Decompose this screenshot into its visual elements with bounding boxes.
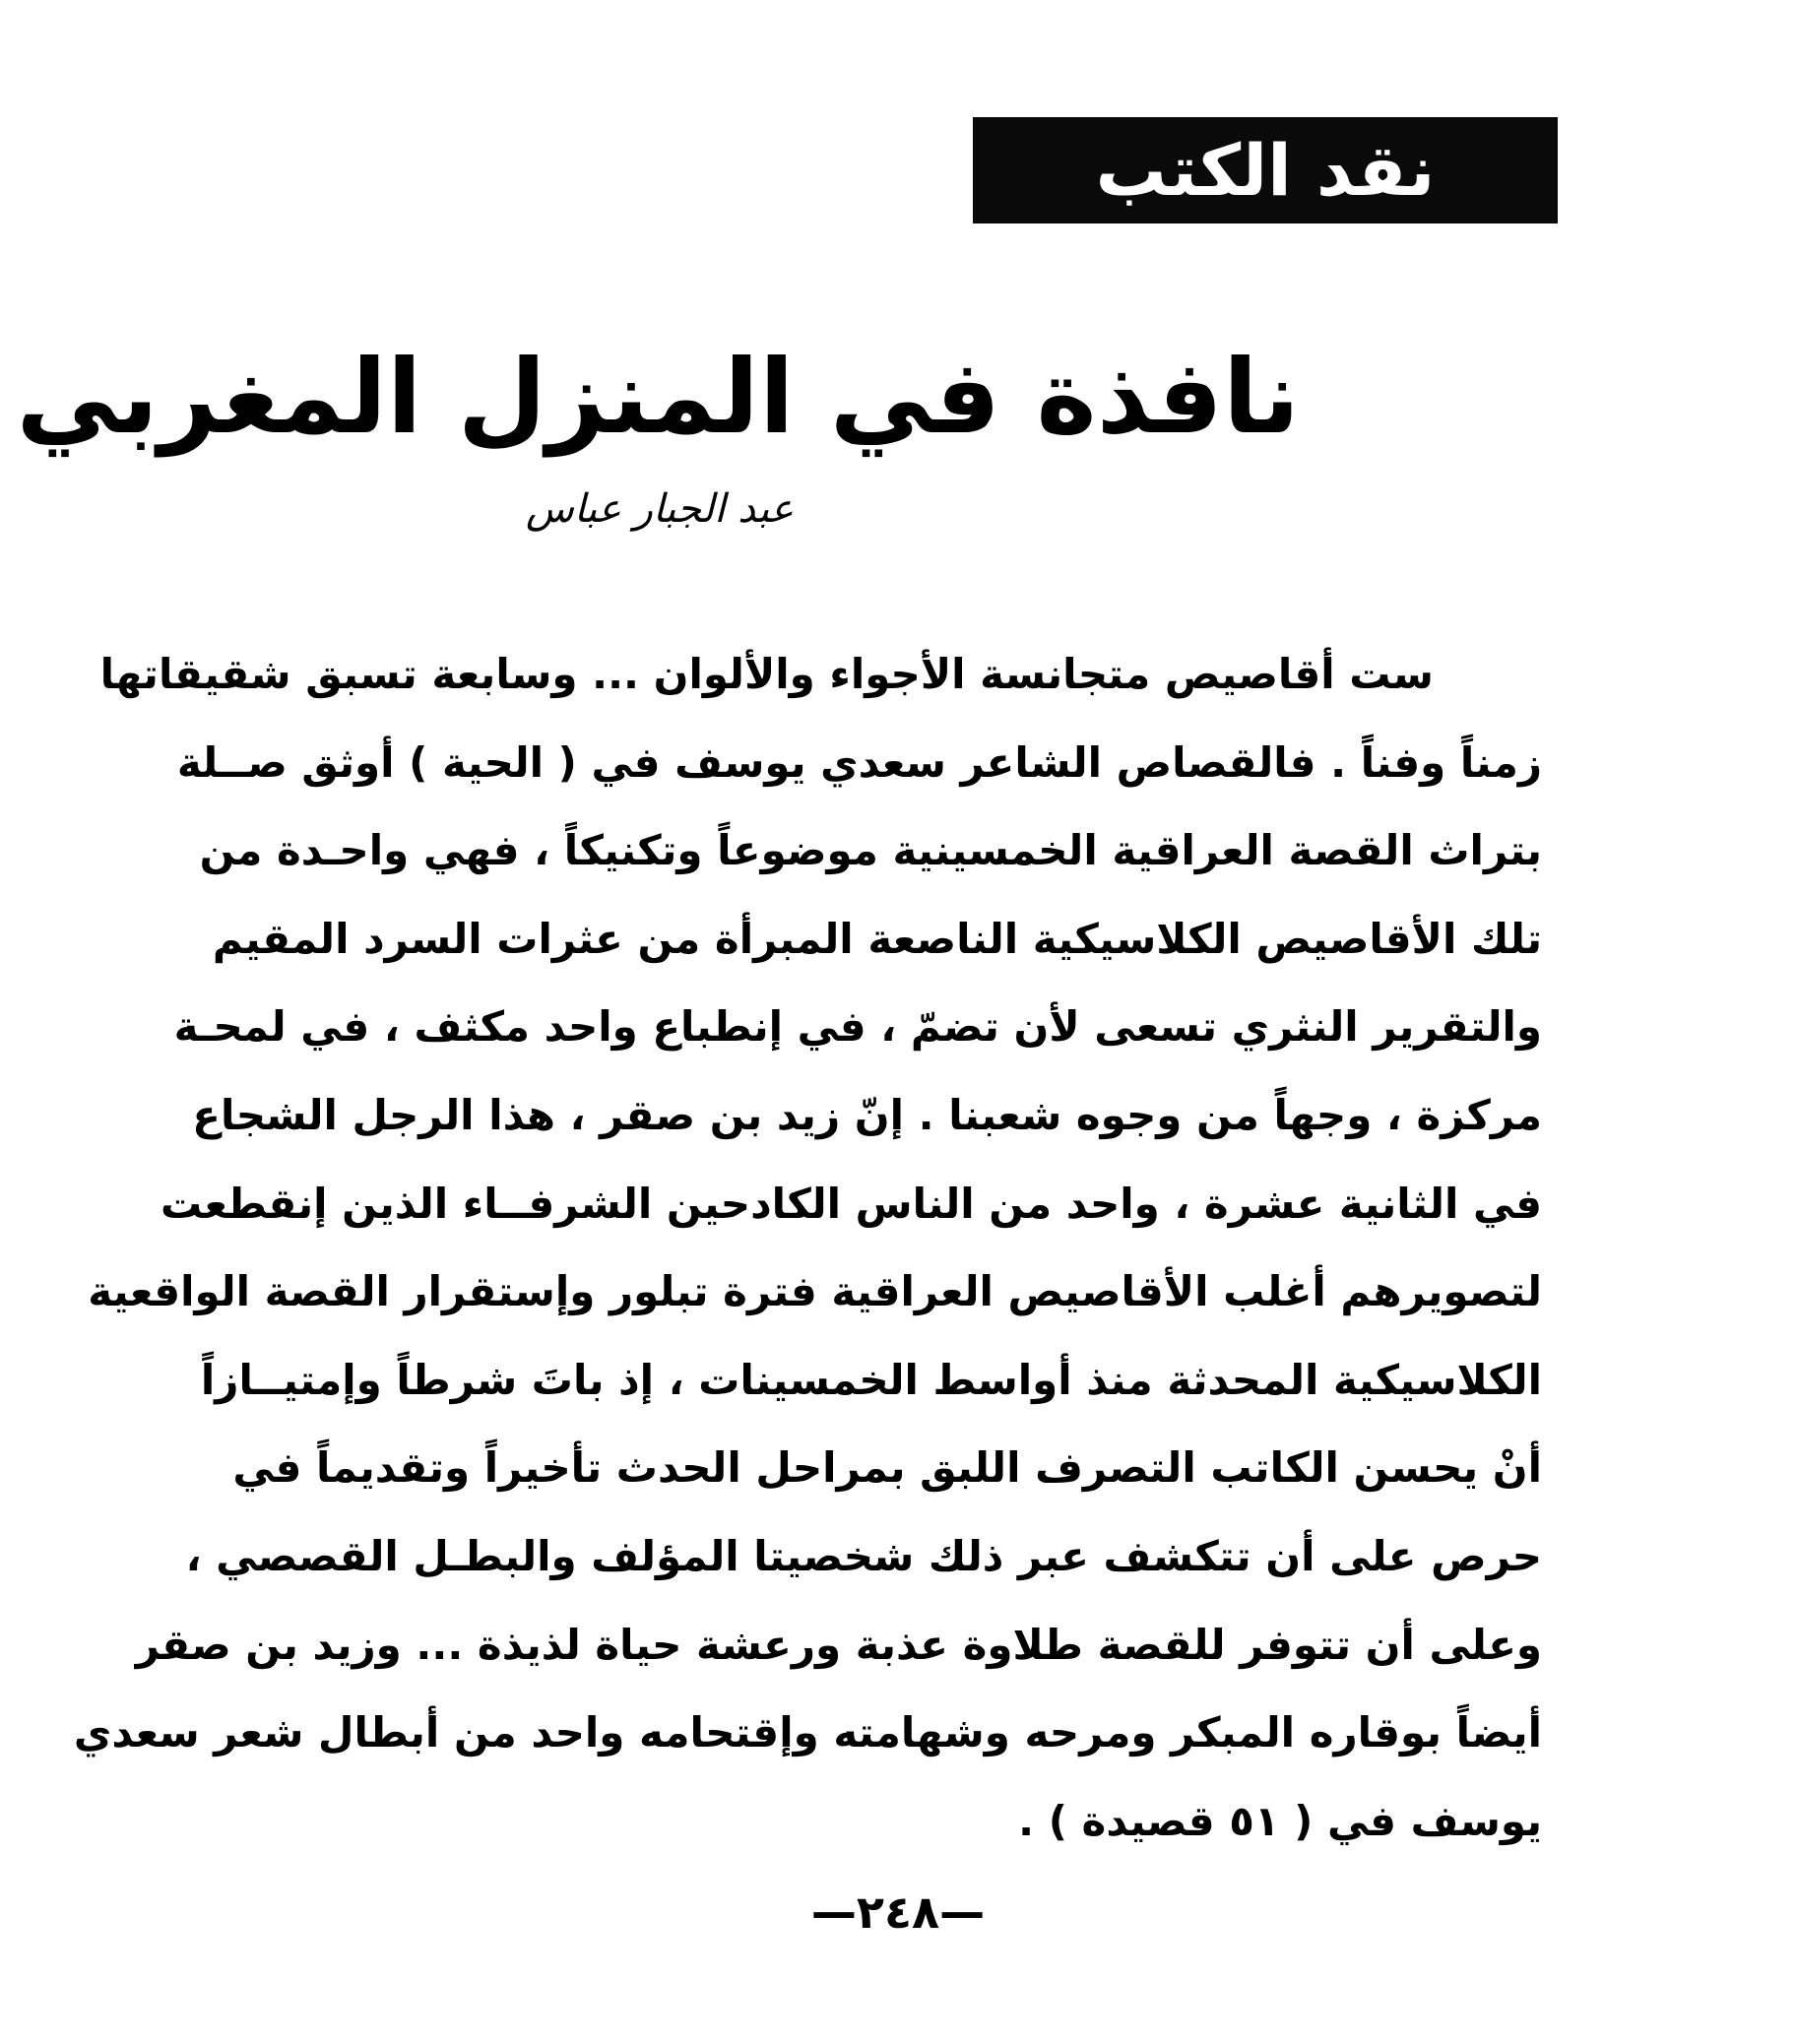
body-line: يوسف في ( ٥١ قصيدة ) .	[1018, 1796, 1542, 1845]
article-title: نافذة في المنزل المغربي	[16, 337, 1300, 457]
body-line: أنْ يحسن الكاتب التصرف اللبق بمراحل الحدث تأخيراً وتقديماً في	[232, 1443, 1542, 1493]
body-line: زمناً وفناً . فالقصاص الشاعر سعدي يوسف في ( الحية ) أوثق صــلة	[176, 737, 1542, 787]
body-line: حرص على أن تتكشف عبر ذلك شخصيتا المؤلف والبطـل القصصي ،	[185, 1531, 1542, 1580]
body-line: مركزة ، وجهاً من وجوه شعبنا . إنّ زيد بن صقر ، هذا الرجل الشجاع	[192, 1090, 1542, 1139]
body-line: أيضاً بوقاره المبكر ومرحه وشهامته وإقتحامه واحد من أبطال شعر سعدي	[73, 1708, 1542, 1757]
body-line: وعلى أن تتوفر للقصة طلاوة عذبة ورعشة حياة لذيذة ... وزيد بن صقر	[135, 1620, 1542, 1669]
body-line: ست أقاصيص متجانسة الأجواء والألوان ... وسابعة تسبق شقيقاتها	[99, 650, 1434, 698]
page-number: —٢٤٨—	[810, 1885, 986, 1939]
body-line: الكلاسيكية المحدثة منذ أواسط الخمسينات ، إذ باتَ شرطاً وإمتيــازاً	[200, 1355, 1542, 1404]
section-banner	[973, 117, 1558, 224]
body-line: تلك الأقاصيص الكلاسيكية الناصعة المبرأة من عثرات السرد المقيم	[212, 914, 1542, 963]
body-line: والتقرير النثري تسعى لأن تضمّ ، في إنطباع واحد مكثف ، في لمحـة	[173, 1002, 1542, 1052]
author-signature: عبد الجبار عباس	[525, 486, 794, 532]
body-line: في الثانية عشرة ، واحد من الناس الكادحين الشرفــاء الذين إنقطعت	[160, 1179, 1542, 1228]
body-line: بتراث القصة العراقية الخمسينية موضوعاً وتكنيكاً ، فهي واحـدة من	[199, 826, 1542, 875]
article-body	[73, 630, 1542, 1865]
section-header: نقد الكتب	[1095, 129, 1436, 212]
body-line: لتصويرهم أغلب الأقاصيص العراقية فترة تبلور وإستقرار القصة الواقعية	[88, 1267, 1542, 1316]
